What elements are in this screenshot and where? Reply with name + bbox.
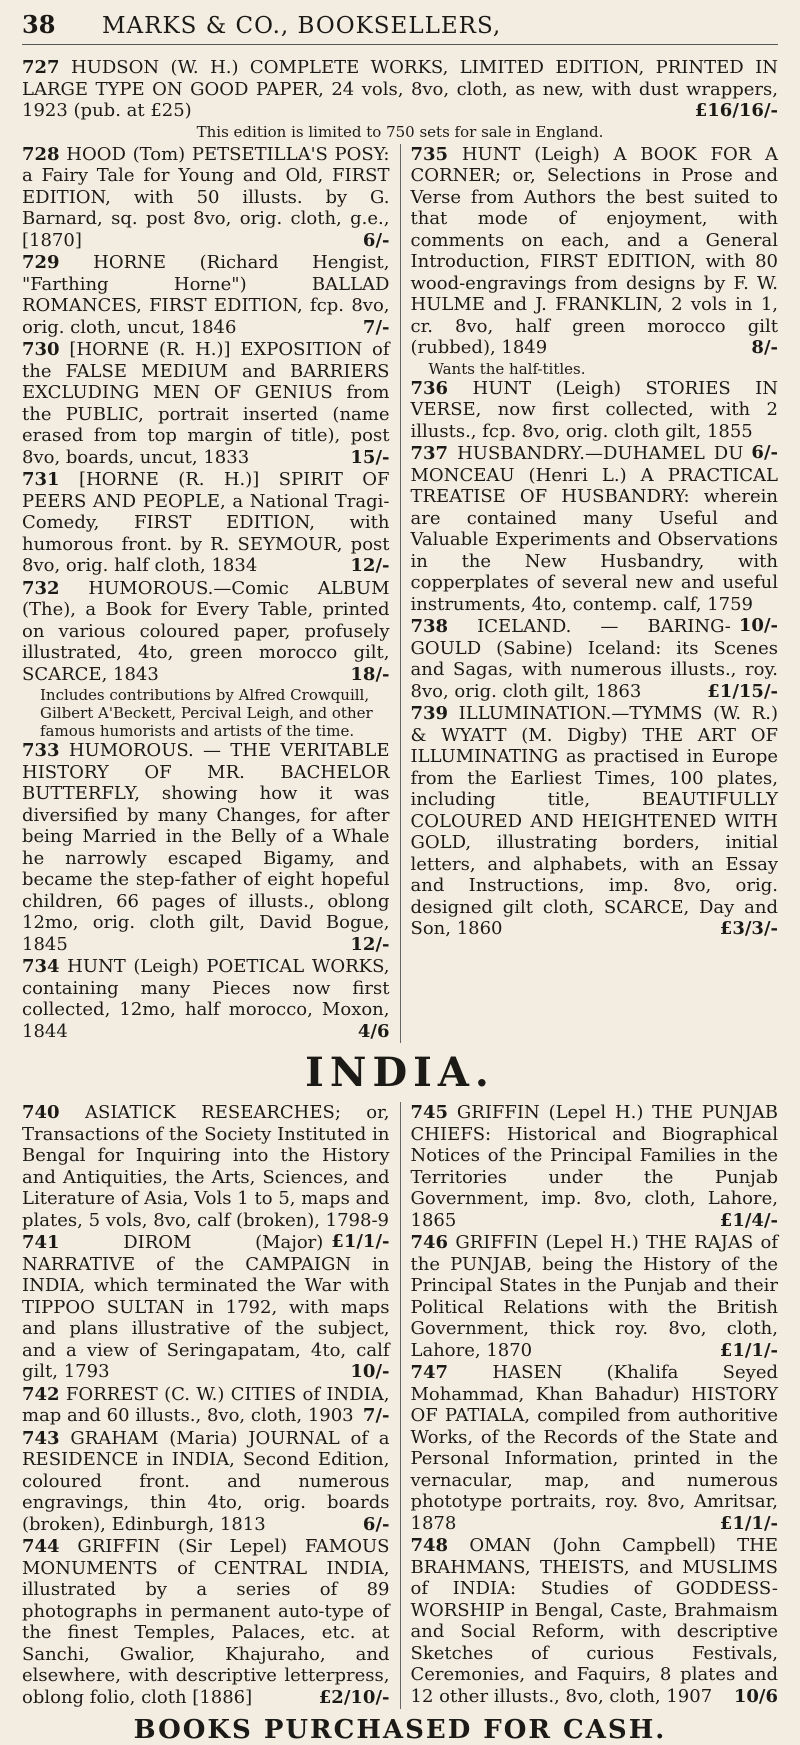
lot-number: 746 [410,1232,449,1253]
entry-text: FORREST (C. W.) CITIES of INDIA, map and 60 illusts., 8vo, cloth, 1903 [22,1383,390,1426]
lot-number: 743 [22,1427,60,1449]
footer-notice: BOOKS PURCHASED FOR CASH. [133,1715,667,1745]
entry-note: Includes contributions by Alfred Crowquill, Gilbert A'Beckett, Percival Leigh, and other famous humorists and artists of the time. [40,686,373,740]
entry-text: OMAN (John Campbell) THE BRAHMANS, THEISTS, and MUSLIMS of INDIA: Studies of GODDESS-WORSHIP in Bengal, Caste, Brahmaism and Social Reform, with descriptive Sketches of curious Festivals, Ceremonies, and Faquirs, 8 plates and 12 other illusts., 8vo, cloth, 1907 [410,1535,778,1707]
section-title: INDIA. [305,1049,495,1096]
page-header [22,10,778,45]
entry-747 [411,1362,779,1534]
entry-730 [22,339,390,468]
entry-748 [411,1535,779,1707]
entry-728 [22,144,390,252]
entry-note: Wants the half-titles. [428,359,586,378]
lot-number: 731 [22,469,60,490]
lot-number: 742 [22,1383,60,1405]
entry-price: £16/16/- [694,100,778,121]
entry-text: DIROM (Major) NARRATIVE of the CAMPAIGN in INDIA, which terminated the War with TIPPOO SULTAN in 1792, with maps and plans illustrative of the subject, and a view of Seringapatam, 4to, calf gilt, 1793 [22,1232,390,1382]
entry-738 [411,616,779,702]
lot-number: 737 [410,443,449,464]
entry-743 [22,1428,390,1536]
entry-price: 12/- [350,933,390,955]
entry-text: HUNT (Leigh) A BOOK FOR A CORNER; or, Selections in Prose and Verse from Authors the best suited to that mode of enjoyment, with comments on each, and a General Introduction, FIRST EDITION, with 80 wood-engravings from designs by F. W. HULME and J. FRANKLIN, 2 vols in 1, cr. 8vo, half green morocco gilt (rubbed), 1849 [410,143,778,358]
entry-text: GRAHAM (Maria) JOURNAL of a RESIDENCE in INDIA, Second Edition, coloured front. and numerous engravings, thin 4to, orig. boards (broken), Edinburgh, 1813 [22,1427,390,1535]
lot-number: 739 [410,703,449,724]
entry-price: 12/- [350,555,390,576]
entry-price: 7/- [362,1405,390,1426]
entry-text: GRIFFIN (Lepel H.) THE RAJAS of the PUNJAB, being the History of the Principal States in the Punjab and their Political Relations with the British Government, thick roy. 8vo, cloth, Lahore, 1870 [410,1232,778,1361]
lot-number: 748 [410,1535,449,1556]
lot-number: 727 [22,57,60,78]
entry-price: 10/6 [733,1685,778,1707]
entry-text: HUDSON (W. H.) COMPLETE WORKS, LIMITED EDITION, PRINTED IN LARGE TYPE ON GOOD PAPER, 24 vols, 8vo, cloth, as new, with dust wrappers, 1923 (pub. at £25) [22,57,778,121]
lot-number: 733 [22,740,60,761]
lot-number: 732 [22,577,60,599]
entry-text: HUSBANDRY.—DUHAMEL DU MONCEAU (Henri L.) A PRACTICAL TREATISE OF HUSBANDRY: wherein are contained many Useful and Valuable Experiments and Observations in the New Husbandry, with copperplates of several new and useful instruments, 4to, contemp. calf, 1759 [410,443,778,615]
entry-text: [HORNE (R. H.)] EXPOSITION of the FALSE MEDIUM and BARRIERS EXCLUDING MEN OF GENIUS from the PUBLIC, portrait inserted (name erased from top margin of title), post 8vo, boards, uncut, 1833 [22,339,390,468]
entry-price: 15/- [350,446,390,468]
entry-734 [22,956,390,1042]
entry-text: ASIATICK RESEARCHES; or, Transactions of the Society Instituted in Bengal for Inquiring into the History and Antiquities, the Arts, Sciences, and Literature of Asia, Vols 1 to 5, maps and plates, 5 vols, 8vo, calf (broken), 1798-9 [22,1102,390,1231]
entry-price: £1/4/- [719,1209,778,1231]
edition-note: This edition is limited to 750 sets for sale in England. [196,122,604,141]
entry-text: GRIFFIN (Sir Lepel) FAMOUS MONUMENTS of CENTRAL INDIA, illustrated by a series of 89 photographs in permanent auto-type of the finest Temples, Palaces, etc. at Sanchi, Gwalior, Khajuraho, and elsewhere, with descriptive letterpress, oblong folio, cloth [1886] [22,1536,390,1708]
entry-text: HASEN (Khalifa Seyed Mohammad, Khan Bahadur) HISTORY OF PATIALA, compiled from authoritive Works, of the Records of the State and Personal Information, printed in the vernacular, map, and numerous phototype portraits, roy. 8vo, Amritsar, 1878 [410,1362,778,1534]
lot-number: 728 [22,143,60,165]
entry-744 [22,1536,390,1708]
lot-number: 745 [410,1102,449,1123]
bottom-left-column [22,1102,401,1709]
lot-number: 744 [22,1536,60,1557]
running-title: MARKS & CO., BOOKSELLERS, [102,13,502,39]
entry-price: 18/- [350,663,390,685]
entry-739 [411,703,779,940]
entry-742 [22,1384,390,1427]
entry-price: 6/- [362,229,390,251]
lot-number: 736 [410,377,449,399]
entry-text: HOOD (Tom) PETSETILLA'S POSY: a Fairy Tale for Young and Old, FIRST EDITION, with 50 illusts. by G. Barnard, sq. post 8vo, orig. cloth, g.e., [1870] [22,143,390,251]
entry-price: 6/- [751,442,778,463]
top-columns [22,144,778,1044]
entry-735 [411,144,779,359]
lot-number: 735 [410,143,449,165]
entry-price: 6/- [362,1513,390,1535]
entry-price: £1/1/- [719,1339,778,1361]
entry-text: ILLUMINATION.—TYMMS (W. R.) & WYATT (M. Digby) THE ART OF ILLUMINATING as practised in Europe from the Earliest Times, 100 plates, including title, BEAUTIFULLY COLOURED AND HEIGHTENED WITH GOLD, illustrating borders, initial letters, and alphabets, with an Essay and Instructions, imp. 8vo, orig. designed gilt cloth, SCARCE, Day and Son, 1860 [410,703,778,939]
lot-number: 747 [410,1362,449,1383]
lot-number: 738 [410,616,449,637]
bottom-right-column [401,1102,779,1709]
entry-746 [411,1232,779,1361]
entry-price: £1/15/- [707,680,778,702]
entry-price: 8/- [751,337,778,358]
entry-729 [22,252,390,338]
lot-number: 734 [22,956,60,977]
entry-text: HUNT (Leigh) POETICAL WORKS, containing many Pieces now first collected, 12mo, half morocco, Moxon, 1844 [22,956,390,1042]
entry-price: 4/6 [357,1020,390,1042]
top-right-column [401,144,779,1044]
entry-price: £1/1/- [719,1512,778,1534]
entry-price: £1/1/- [331,1231,390,1252]
entry-price: 10/- [738,615,778,636]
entry-text: HUNT (Leigh) STORIES IN VERSE, now first collected, with 2 illusts., fcp. 8vo, orig. cloth gilt, 1855 [410,377,778,442]
lot-number: 729 [22,252,60,273]
entry-text: HUMOROUS.—Comic ALBUM (The), a Book for Every Table, printed on various coloured paper, profusely illustrated, 4to, green morocco gilt, SCARCE, 1843 [22,577,390,685]
entry-text: GRIFFIN (Lepel H.) THE PUNJAB CHIEFS: Historical and Biographical Notices of the Principal Families in the Territories under the Punjab Government, imp. 8vo, cloth, Lahore, 1865 [410,1102,778,1231]
entry-text: HUMOROUS. — THE VERITABLE HISTORY OF MR. BACHELOR BUTTERFLY, showing how it was diversified by many Changes, for after being Married in the Belly of a Whale he narrowly escaped Bigamy, and became the step-father of eight hopeful children, 66 pages of illusts., oblong 12mo, orig. cloth gilt, David Bogue, 1845 [22,740,390,955]
entry-text: HORNE (Richard Hengist, "Farthing Horne") BALLAD ROMANCES, FIRST EDITION, fcp. 8vo, orig. cloth, uncut, 1846 [22,252,390,338]
entry-price: 10/- [350,1361,390,1382]
entry-731 [22,469,390,577]
entry-727 [22,57,778,122]
page-number: 38 [22,10,56,39]
lot-number: 740 [22,1102,60,1123]
lot-number: 730 [22,339,60,360]
lot-number: 741 [22,1232,60,1253]
top-left-column [22,144,401,1044]
entry-733 [22,740,390,955]
entry-741 [22,1232,390,1383]
entry-price: £3/3/- [719,918,778,939]
entry-price: 7/- [362,316,390,338]
entry-price: £2/10/- [318,1686,390,1708]
entry-732 [22,578,390,686]
entry-text: ICELAND. — BARING-GOULD (Sabine) Iceland: its Scenes and Sagas, with numerous illusts., roy. 8vo, orig. cloth gilt, 1863 [410,616,778,702]
entry-745 [411,1102,779,1231]
entry-text: [HORNE (R. H.)] SPIRIT OF PEERS AND PEOPLE, a National Tragi-Comedy, FIRST EDITION, with humorous front. by R. SEYMOUR, post 8vo, orig. half cloth, 1834 [22,469,390,576]
bottom-columns [22,1102,778,1709]
